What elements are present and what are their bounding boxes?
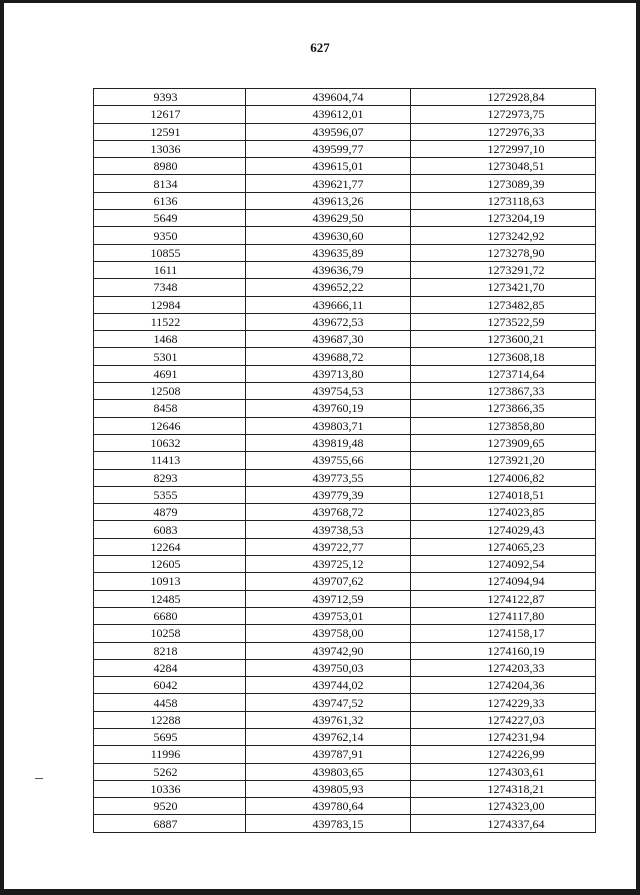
y-coordinate-cell: 439707,62	[246, 573, 411, 590]
x-coordinate-cell: 1273921,20	[411, 452, 596, 469]
point-id-cell: 4458	[94, 694, 246, 711]
x-coordinate-cell: 1274117,80	[411, 607, 596, 624]
y-coordinate-cell: 439758,00	[246, 625, 411, 642]
point-id-cell: 1611	[94, 261, 246, 278]
y-coordinate-cell: 439744,02	[246, 677, 411, 694]
point-id-cell: 4284	[94, 659, 246, 676]
table-row	[94, 434, 596, 451]
x-coordinate-cell: 1274158,17	[411, 625, 596, 642]
y-coordinate-cell: 439780,64	[246, 798, 411, 815]
y-coordinate-cell: 439803,65	[246, 763, 411, 780]
point-id-cell: 5649	[94, 210, 246, 227]
x-coordinate-cell: 1273482,85	[411, 296, 596, 313]
coordinates-table-body	[94, 89, 596, 833]
point-id-cell: 9350	[94, 227, 246, 244]
y-coordinate-cell: 439755,66	[246, 452, 411, 469]
coordinates-table	[93, 88, 596, 833]
table-row	[94, 642, 596, 659]
table-row	[94, 538, 596, 555]
x-coordinate-cell: 1273421,70	[411, 279, 596, 296]
x-coordinate-cell: 1273089,39	[411, 175, 596, 192]
table-row	[94, 728, 596, 745]
x-coordinate-cell: 1274006,82	[411, 469, 596, 486]
point-id-cell: 6083	[94, 521, 246, 538]
table-row	[94, 504, 596, 521]
y-coordinate-cell: 439652,22	[246, 279, 411, 296]
table-row	[94, 383, 596, 400]
x-coordinate-cell: 1273204,19	[411, 210, 596, 227]
y-coordinate-cell: 439787,91	[246, 746, 411, 763]
y-coordinate-cell: 439783,15	[246, 815, 411, 832]
scan-border-left	[0, 0, 4, 895]
point-id-cell: 10336	[94, 780, 246, 797]
point-id-cell: 12591	[94, 123, 246, 140]
table-row	[94, 227, 596, 244]
table-row	[94, 261, 596, 278]
x-coordinate-cell: 1274204,36	[411, 677, 596, 694]
y-coordinate-cell: 439725,12	[246, 556, 411, 573]
scan-border-right	[636, 0, 640, 895]
scan-speck	[35, 778, 43, 779]
x-coordinate-cell: 1274018,51	[411, 486, 596, 503]
table-row	[94, 694, 596, 711]
y-coordinate-cell: 439596,07	[246, 123, 411, 140]
x-coordinate-cell: 1273242,92	[411, 227, 596, 244]
x-coordinate-cell: 1274227,03	[411, 711, 596, 728]
table-row	[94, 106, 596, 123]
y-coordinate-cell: 439635,89	[246, 244, 411, 261]
x-coordinate-cell: 1273600,21	[411, 331, 596, 348]
y-coordinate-cell: 439779,39	[246, 486, 411, 503]
y-coordinate-cell: 439773,55	[246, 469, 411, 486]
y-coordinate-cell: 439612,01	[246, 106, 411, 123]
x-coordinate-cell: 1273714,64	[411, 365, 596, 382]
table-row	[94, 192, 596, 209]
y-coordinate-cell: 439688,72	[246, 348, 411, 365]
y-coordinate-cell: 439615,01	[246, 158, 411, 175]
point-id-cell: 8458	[94, 400, 246, 417]
point-id-cell: 12485	[94, 590, 246, 607]
x-coordinate-cell: 1274323,00	[411, 798, 596, 815]
y-coordinate-cell: 439613,26	[246, 192, 411, 209]
y-coordinate-cell: 439803,71	[246, 417, 411, 434]
y-coordinate-cell: 439761,32	[246, 711, 411, 728]
table-row	[94, 89, 596, 106]
point-id-cell: 4691	[94, 365, 246, 382]
x-coordinate-cell: 1274203,33	[411, 659, 596, 676]
y-coordinate-cell: 439819,48	[246, 434, 411, 451]
table-row	[94, 746, 596, 763]
x-coordinate-cell: 1274229,33	[411, 694, 596, 711]
x-coordinate-cell: 1272976,33	[411, 123, 596, 140]
x-coordinate-cell: 1273118,63	[411, 192, 596, 209]
point-id-cell: 10258	[94, 625, 246, 642]
table-row	[94, 331, 596, 348]
table-row	[94, 798, 596, 815]
x-coordinate-cell: 1273867,33	[411, 383, 596, 400]
y-coordinate-cell: 439762,14	[246, 728, 411, 745]
y-coordinate-cell: 439722,77	[246, 538, 411, 555]
point-id-cell: 5262	[94, 763, 246, 780]
point-id-cell: 10913	[94, 573, 246, 590]
point-id-cell: 8134	[94, 175, 246, 192]
table-row	[94, 296, 596, 313]
table-row	[94, 365, 596, 382]
table-row	[94, 556, 596, 573]
table-row	[94, 659, 596, 676]
table-row	[94, 400, 596, 417]
point-id-cell: 13036	[94, 140, 246, 157]
point-id-cell: 5695	[94, 728, 246, 745]
x-coordinate-cell: 1273291,72	[411, 261, 596, 278]
page-number: 627	[310, 40, 330, 55]
point-id-cell: 9393	[94, 89, 246, 106]
x-coordinate-cell: 1274023,85	[411, 504, 596, 521]
x-coordinate-cell: 1273866,35	[411, 400, 596, 417]
table-row	[94, 573, 596, 590]
table-row	[94, 123, 596, 140]
x-coordinate-cell: 1274122,87	[411, 590, 596, 607]
y-coordinate-cell: 439621,77	[246, 175, 411, 192]
table-row	[94, 711, 596, 728]
table-row	[94, 607, 596, 624]
point-id-cell: 11996	[94, 746, 246, 763]
table-row	[94, 140, 596, 157]
point-id-cell: 5301	[94, 348, 246, 365]
y-coordinate-cell: 439760,19	[246, 400, 411, 417]
point-id-cell: 12264	[94, 538, 246, 555]
y-coordinate-cell: 439742,90	[246, 642, 411, 659]
x-coordinate-cell: 1272997,10	[411, 140, 596, 157]
point-id-cell: 7348	[94, 279, 246, 296]
table-row	[94, 780, 596, 797]
x-coordinate-cell: 1273909,65	[411, 434, 596, 451]
y-coordinate-cell: 439599,77	[246, 140, 411, 157]
x-coordinate-cell: 1274029,43	[411, 521, 596, 538]
y-coordinate-cell: 439666,11	[246, 296, 411, 313]
x-coordinate-cell: 1273278,90	[411, 244, 596, 261]
x-coordinate-cell: 1274226,99	[411, 746, 596, 763]
table-row	[94, 244, 596, 261]
point-id-cell: 12617	[94, 106, 246, 123]
point-id-cell: 9520	[94, 798, 246, 815]
x-coordinate-cell: 1272973,75	[411, 106, 596, 123]
y-coordinate-cell: 439750,03	[246, 659, 411, 676]
table-row	[94, 313, 596, 330]
y-coordinate-cell: 439754,53	[246, 383, 411, 400]
table-row	[94, 452, 596, 469]
x-coordinate-cell: 1274094,94	[411, 573, 596, 590]
point-id-cell: 8980	[94, 158, 246, 175]
table-row	[94, 763, 596, 780]
point-id-cell: 12646	[94, 417, 246, 434]
x-coordinate-cell: 1274092,54	[411, 556, 596, 573]
table-row	[94, 279, 596, 296]
scan-border-top	[0, 0, 640, 3]
x-coordinate-cell: 1274160,19	[411, 642, 596, 659]
y-coordinate-cell: 439629,50	[246, 210, 411, 227]
point-id-cell: 12984	[94, 296, 246, 313]
y-coordinate-cell: 439630,60	[246, 227, 411, 244]
table-row	[94, 417, 596, 434]
y-coordinate-cell: 439712,59	[246, 590, 411, 607]
point-id-cell: 8293	[94, 469, 246, 486]
y-coordinate-cell: 439738,53	[246, 521, 411, 538]
point-id-cell: 6042	[94, 677, 246, 694]
x-coordinate-cell: 1273608,18	[411, 348, 596, 365]
x-coordinate-cell: 1274065,23	[411, 538, 596, 555]
y-coordinate-cell: 439747,52	[246, 694, 411, 711]
point-id-cell: 11413	[94, 452, 246, 469]
scan-border-bottom	[0, 889, 640, 895]
point-id-cell: 4879	[94, 504, 246, 521]
table-row	[94, 158, 596, 175]
x-coordinate-cell: 1272928,84	[411, 89, 596, 106]
x-coordinate-cell: 1274337,64	[411, 815, 596, 832]
table-row	[94, 486, 596, 503]
point-id-cell: 11522	[94, 313, 246, 330]
table-row	[94, 625, 596, 642]
x-coordinate-cell: 1274318,21	[411, 780, 596, 797]
point-id-cell: 12508	[94, 383, 246, 400]
y-coordinate-cell: 439753,01	[246, 607, 411, 624]
table-row	[94, 677, 596, 694]
table-row	[94, 469, 596, 486]
y-coordinate-cell: 439713,80	[246, 365, 411, 382]
x-coordinate-cell: 1273048,51	[411, 158, 596, 175]
y-coordinate-cell: 439604,74	[246, 89, 411, 106]
point-id-cell: 6887	[94, 815, 246, 832]
y-coordinate-cell: 439636,79	[246, 261, 411, 278]
point-id-cell: 5355	[94, 486, 246, 503]
x-coordinate-cell: 1273522,59	[411, 313, 596, 330]
table-row	[94, 521, 596, 538]
point-id-cell: 12288	[94, 711, 246, 728]
y-coordinate-cell: 439687,30	[246, 331, 411, 348]
table-row	[94, 210, 596, 227]
x-coordinate-cell: 1274231,94	[411, 728, 596, 745]
point-id-cell: 12605	[94, 556, 246, 573]
x-coordinate-cell: 1273858,80	[411, 417, 596, 434]
table-row	[94, 175, 596, 192]
y-coordinate-cell: 439768,72	[246, 504, 411, 521]
point-id-cell: 1468	[94, 331, 246, 348]
point-id-cell: 6680	[94, 607, 246, 624]
y-coordinate-cell: 439672,53	[246, 313, 411, 330]
point-id-cell: 8218	[94, 642, 246, 659]
table-row	[94, 590, 596, 607]
table-row	[94, 348, 596, 365]
y-coordinate-cell: 439805,93	[246, 780, 411, 797]
point-id-cell: 10855	[94, 244, 246, 261]
x-coordinate-cell: 1274303,61	[411, 763, 596, 780]
table-row	[94, 815, 596, 832]
point-id-cell: 6136	[94, 192, 246, 209]
point-id-cell: 10632	[94, 434, 246, 451]
